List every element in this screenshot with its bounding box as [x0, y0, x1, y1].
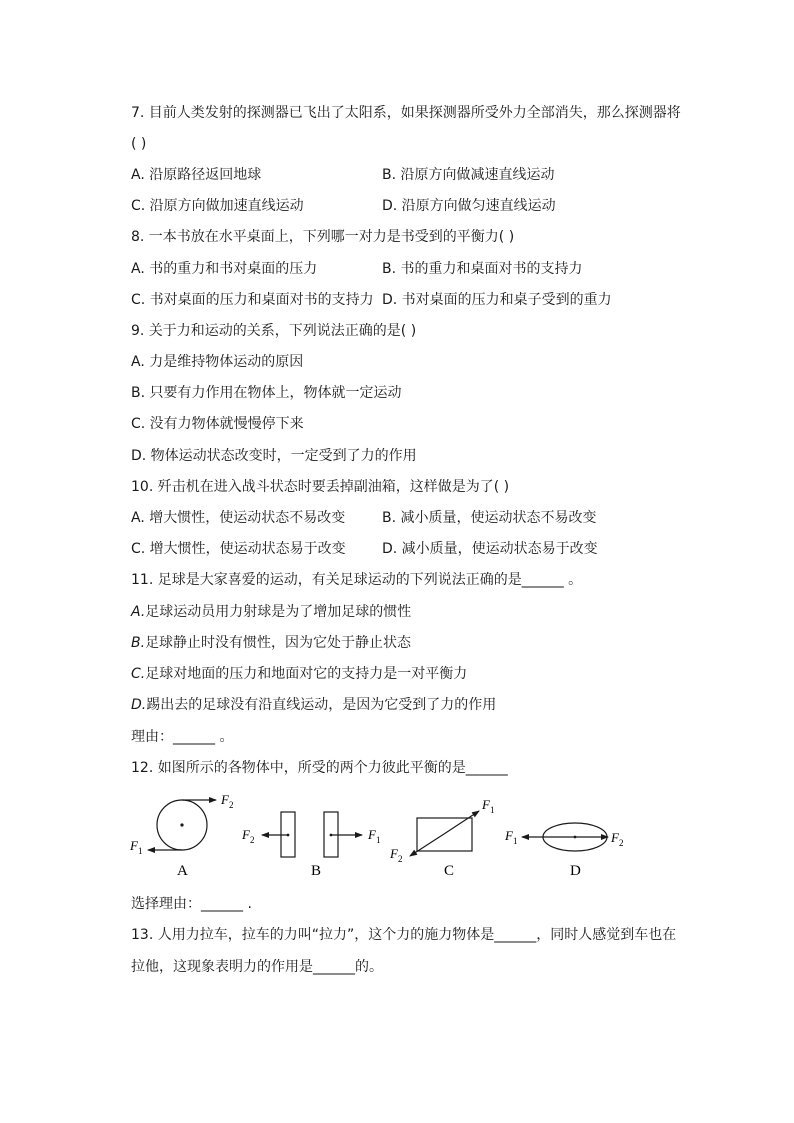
- q8-option-c: C. 书对桌面的压力和桌面对书的支持力: [131, 292, 374, 308]
- q13-line2: 拉他，这现象表明力的作用是______的。: [131, 959, 383, 975]
- q8-option-a: A. 书的重力和书对桌面的压力: [131, 261, 318, 277]
- q11-stem: 11. 足球是大家喜爱的运动，有关足球运动的下列说法正确的是______ 。: [131, 572, 583, 588]
- figure-b-f2-label: $F_2$: [242, 827, 255, 845]
- figure-a-label: A: [177, 863, 188, 879]
- q12-reason: 选择理由：______ .: [131, 896, 252, 912]
- figure-d-f2-label: $F_2$: [611, 830, 624, 848]
- q8-option-b: B. 书的重力和桌面对书的支持力: [382, 261, 583, 277]
- figure-c: [389, 797, 494, 879]
- figure-d-f1-label: $F_1$: [505, 828, 518, 846]
- q9-option-a: A. 力是维持物体运动的原因: [131, 354, 304, 370]
- q11-reason: 理由：______ 。: [131, 729, 234, 745]
- figure-b-label: B: [311, 863, 322, 879]
- q12-force-diagram: [124, 784, 644, 884]
- figure-c-f1-label: $F_1$: [482, 797, 495, 815]
- figure-c-label: C: [444, 863, 455, 879]
- q11-option-c-letter: C.: [131, 666, 146, 682]
- q11-option-b-letter: B.: [131, 635, 146, 651]
- figure-b: [241, 812, 380, 879]
- q10-option-a: A. 增大惯性，使运动状态不易改变: [131, 510, 346, 526]
- figure-a: [129, 792, 233, 879]
- q8-stem: 8. 一本书放在水平桌面上，下列哪一对力是书受到的平衡力( ): [131, 229, 515, 245]
- q10-option-b: B. 减小质量，使运动状态不易改变: [382, 510, 597, 526]
- q7-option-a: A. 沿原路径返回地球: [131, 167, 262, 183]
- q11-option-d-text: 踢出去的足球没有沿直线运动，是因为它受到了力的作用: [146, 697, 497, 713]
- q11-option-b-text: 足球静止时没有惯性，因为它处于静止状态: [145, 635, 412, 651]
- figure-d: [504, 823, 623, 879]
- figure-d-label: D: [570, 863, 581, 879]
- q7-option-b: B. 沿原方向做减速直线运动: [382, 167, 555, 183]
- q7-paren: ( ): [131, 136, 147, 152]
- q11-option-c: [131, 665, 467, 683]
- q11-option-a-letter: A.: [131, 604, 146, 620]
- q7-option-c: C. 沿原方向做加速直线运动: [131, 198, 304, 214]
- q11-option-a: [131, 603, 411, 621]
- q7-option-d: D. 沿原方向做匀速直线运动: [382, 198, 556, 214]
- q11-option-c-text: 足球对地面的压力和地面对它的支持力是一对平衡力: [145, 666, 468, 682]
- q7-stem: 7. 目前人类发射的探测器已飞出了太阳系，如果探测器所受外力全部消失，那么探测器将: [131, 105, 681, 121]
- q11-option-d: [131, 696, 496, 714]
- q11-option-d-letter: D.: [131, 697, 147, 713]
- q10-option-d: D. 减小质量，使运动状态易于改变: [382, 541, 598, 557]
- q11-option-a-text: 足球运动员用力射球是为了增加足球的惯性: [145, 604, 412, 620]
- figure-c-f1-arrow: [444, 811, 479, 834]
- q9-stem: 9. 关于力和运动的关系，下列说法正确的是( ): [131, 323, 417, 339]
- q12-stem: 12. 如图所示的各物体中，所受的两个力彼此平衡的是______: [131, 760, 508, 776]
- q10-stem: 10. 歼击机在进入战斗状态时要丢掉副油箱，这样做是为了( ): [131, 479, 510, 495]
- q11-option-b: [131, 634, 411, 652]
- q9-option-d: D. 物体运动状态改变时，一定受到了力的作用: [131, 448, 417, 464]
- q9-option-c: C. 没有力物体就慢慢停下来: [131, 416, 304, 432]
- figure-a-f2-label: $F_2$: [221, 792, 234, 810]
- q10-option-c: C. 增大惯性，使运动状态易于改变: [131, 541, 346, 557]
- figure-c-f2-label: $F_2$: [390, 846, 403, 864]
- q8-option-d: D. 书对桌面的压力和桌子受到的重力: [382, 292, 612, 308]
- figure-c-f2-arrow: [410, 834, 444, 856]
- q13-line1: 13. 人用力拉车，拉车的力叫“拉力”，这个力的施力物体是______，同时人感觉到车也在: [131, 927, 677, 943]
- figure-a-f1-label: $F_1$: [130, 838, 143, 856]
- q9-option-b: B. 只要有力作用在物体上，物体就一定运动: [131, 385, 402, 401]
- figure-b-f1-label: $F_1$: [368, 827, 381, 845]
